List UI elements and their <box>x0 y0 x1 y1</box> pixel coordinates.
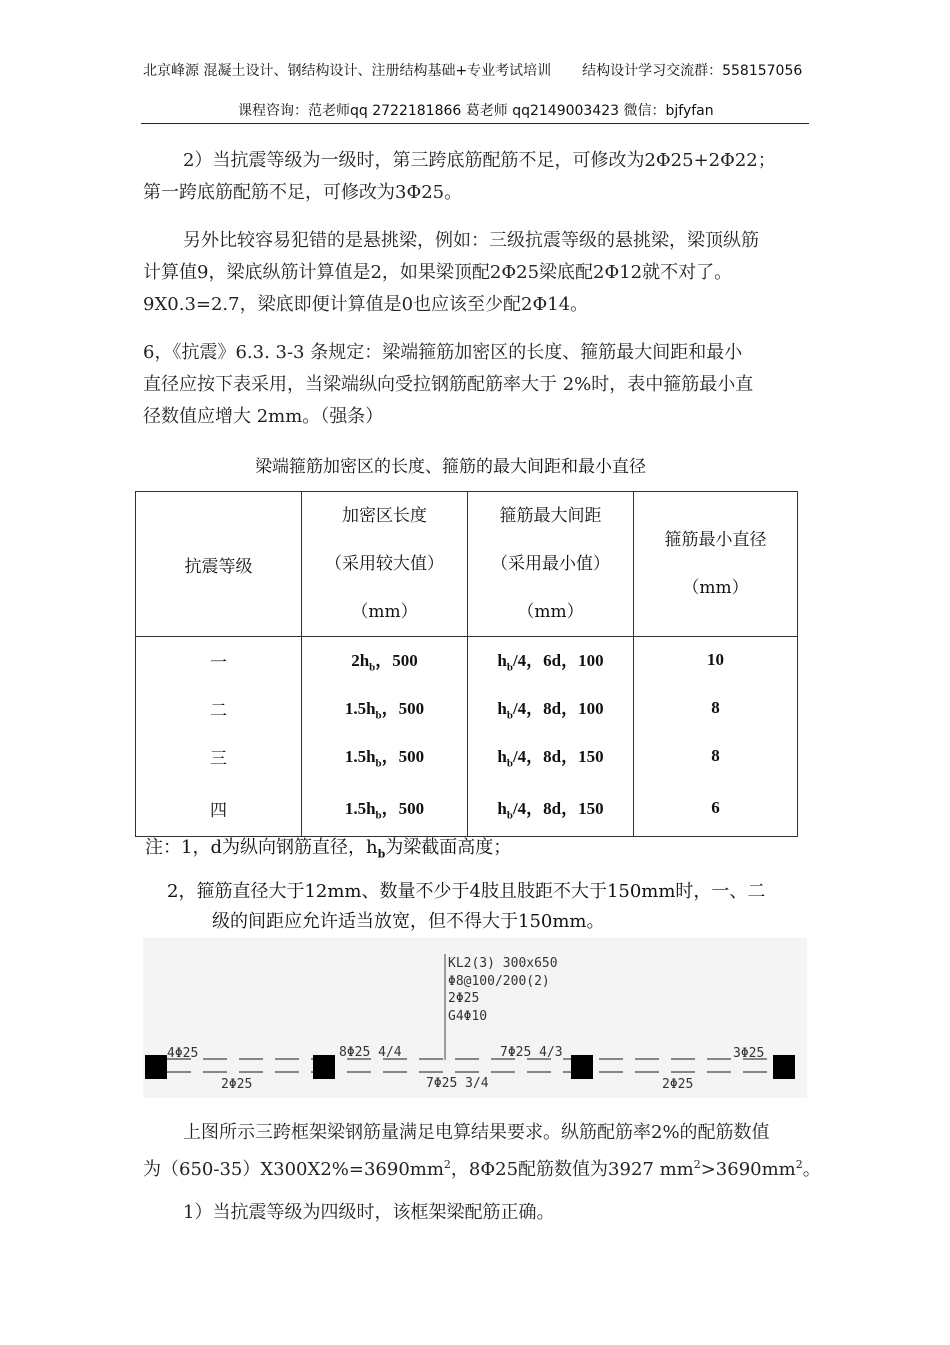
note2-line2: 级的间距应允许适当放宽，但不得大于150mm。 <box>212 911 605 932</box>
row4-spacing: $h_b/4$，8d，150 <box>468 780 634 837</box>
para3-line3: 径数值应增大 2mm。（强条） <box>143 406 384 427</box>
header-spacing-l3: （mm） <box>517 602 584 622</box>
table-row <box>136 780 798 837</box>
bottom-rebar-label-3: 2Φ25 <box>662 1077 694 1092</box>
beam-label-line3: 2Φ25 <box>448 991 480 1006</box>
header-contact: 课程咨询：范老师qq 2722181866 葛老师 qq2149003423 微信：bjfyfan <box>238 103 714 119</box>
header-length <box>302 492 468 637</box>
header-org-line <box>143 60 802 80</box>
header-length-l1: 加密区长度 <box>342 506 427 526</box>
bottom-rebar-label-1: 2Φ25 <box>221 1077 253 1092</box>
para4-line1: 上图所示三跨框架梁钢筋量满足电算结果要求。纵筋配筋率2%的配筋数值 <box>183 1122 770 1143</box>
para1-line2: 第一跨底筋配筋不足，可修改为3Φ25。 <box>143 182 463 203</box>
bottom-rebar-label-2: 7Φ25 3/4 <box>426 1076 489 1091</box>
beam-label-line1: KL2(3) 300x650 <box>448 956 558 971</box>
top-rebar-label-3: 7Φ25 4/3 <box>500 1045 563 1060</box>
column-2 <box>313 1055 335 1079</box>
header-diameter-l2: （mm） <box>682 578 749 598</box>
header-diameter <box>634 492 798 637</box>
para3-line2: 直径应按下表采用，当梁端纵向受拉钢筋配筋率大于 2%时，表中箍筋最小直 <box>143 374 754 395</box>
top-rebar-label-1: 4Φ25 <box>167 1046 199 1061</box>
row1-grade: 一 <box>136 636 302 684</box>
row4-diameter: 6 <box>634 780 798 837</box>
beam-label-line4: G4Φ10 <box>448 1009 488 1024</box>
table-row <box>136 636 798 684</box>
stirrup-table-body <box>135 636 798 837</box>
table-header-row <box>136 492 798 637</box>
row4-length: $1.5h_b$，500 <box>302 780 468 837</box>
row1-length: $2h_b$，500 <box>302 636 468 684</box>
top-rebar-label-4: 3Φ25 <box>733 1046 765 1061</box>
row4-grade: 四 <box>136 780 302 837</box>
header-diameter-l1: 箍筋最小直径 <box>664 530 767 550</box>
row3-length: $1.5h_b$，500 <box>302 732 468 780</box>
column-3 <box>571 1055 593 1079</box>
para4-line2: 为$(650-35)X300X2\%=3690mm^2$，8Φ25配筋数值为3927 $mm^2>3690mm^2$。 <box>143 1158 821 1180</box>
note1: 注：1，d为纵向钢筋直径，$h_b$为梁截面高度； <box>145 837 512 861</box>
column-4 <box>773 1055 795 1079</box>
header-qq-group: 结构设计学习交流群：558157056 <box>582 63 803 79</box>
row2-length: $1.5h_b$，500 <box>302 684 468 732</box>
para1-line1: 2）当抗震等级为一级时，第三跨底筋配筋不足，可修改为2Φ25+2Φ22； <box>183 150 776 171</box>
header-spacing-l2: （采用最小值） <box>491 554 610 574</box>
header-length-l2: （采用较大值） <box>325 554 444 574</box>
beam-reinforcement-figure <box>143 938 807 1098</box>
header-grade: 抗震等级 <box>136 492 302 637</box>
row1-spacing: $h_b/4$，6d，100 <box>468 636 634 684</box>
para5-line1: 1）当抗震等级为四级时，该框架梁配筋正确。 <box>183 1202 555 1223</box>
row1-diameter: 10 <box>634 636 798 684</box>
top-rebar-label-2: 8Φ25 4/4 <box>339 1045 402 1060</box>
stirrup-table <box>135 491 798 647</box>
header-training: 北京峰源 混凝土设计、钢结构设计、注册结构基础+专业考试培训 <box>143 63 552 79</box>
table-row <box>136 732 798 780</box>
row3-diameter: 8 <box>634 732 798 780</box>
row3-grade: 三 <box>136 732 302 780</box>
para3-line1: 6，《抗震》6.3. 3-3 条规定：梁端箍筋加密区的长度、箍筋最大间距和最小 <box>143 342 743 363</box>
note2-line1: 2，箍筋直径大于12mm、数量不少于4肢且肢距不大于150mm时，一、二 <box>167 881 766 902</box>
para2-line1: 另外比较容易犯错的是悬挑梁，例如：三级抗震等级的悬挑梁，梁顶纵筋 <box>183 230 759 251</box>
para2-line2: 计算值9，梁底纵筋计算值是2，如果梁顶配2Φ25梁底配2Φ12就不对了。 <box>143 262 733 283</box>
table-row <box>136 684 798 732</box>
beam-label-line2: Φ8@100/200(2) <box>448 974 550 989</box>
row3-spacing: $h_b/4$，8d，150 <box>468 732 634 780</box>
row2-grade: 二 <box>136 684 302 732</box>
header-length-l3: （mm） <box>351 602 418 622</box>
row2-diameter: 8 <box>634 684 798 732</box>
header-spacing-l1: 箍筋最大间距 <box>499 506 602 526</box>
column-1 <box>145 1055 167 1079</box>
header-spacing <box>468 492 634 637</box>
header-rule <box>141 123 809 124</box>
table-caption: 梁端箍筋加密区的长度、箍筋的最大间距和最小直径 <box>255 457 646 477</box>
row2-spacing: $h_b/4$，8d，100 <box>468 684 634 732</box>
para2-line3: 9X0.3=2.7，梁底即便计算值是0也应该至少配2Φ14。 <box>143 294 589 315</box>
